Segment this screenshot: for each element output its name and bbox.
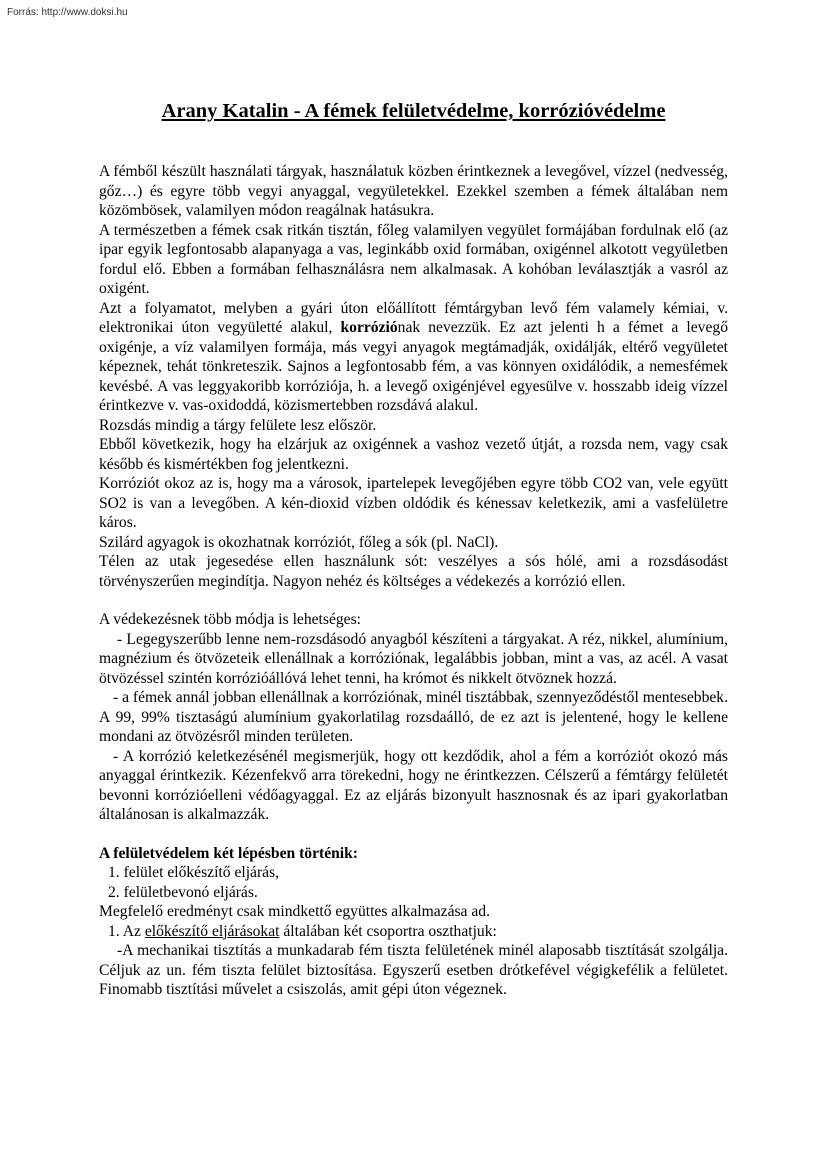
paragraph-corrosion-definition — [99, 299, 728, 416]
paragraph-protection-purity: - a fémek annál jobban ellenállnak a korróziónak, minél tisztábbak, szennyeződéstől mentesebbek. A 99, 99% tisztaságú alumínium gyakorlatilag rozsdaálló, de ez azt is jelentené, hogy le kellene mondani az ötvözésről minden területen. — [99, 689, 728, 745]
document-body — [99, 162, 728, 1000]
document-title: Arany Katalin - A fémek felületvédelme, korrózióvédelme — [161, 100, 666, 122]
heading-text: A felületvédelem két lépésben történik: — [99, 844, 358, 862]
text-run: Azt a folyamatot, melyben a gyári úton előállított fémtárgyban levő fém valamely kémiai, v. elektronikai úton vegyületté alakul, — [99, 299, 728, 336]
paragraph-rust-surface: Rozsdás mindig a tárgy felülete lesz először. — [99, 416, 377, 434]
list-item-preparation — [99, 922, 728, 942]
paragraph-protection-material: - Legegyszerűbb lenne nem-rozsdásodó anyagból készíteni a tárgyakat. A réz, nikkel, alumínium, magnézium és ötvözeteik ellenállnak a korróziónak, legalábbis jobban, mint a vas, az acél. A vasat ötvözéssel szintén korrózióállóvá lehet tenni, ha krómot és nikkelt ötvöznek hozzá. — [99, 630, 728, 687]
paragraph-salts: Szilárd agyagok is okozhatnak korróziót, főleg a sók (pl. NaCl). — [99, 533, 499, 551]
paragraph-nature: A természetben a fémek csak ritkán tisztán, főleg valamilyen vegyület formájában fordulnak elő (az ipar egyik legfontosabb alapanyaga a vas, leginkább oxid formában, oxigénnel alkotott vegyületben fordul elő. Ebben a formában felhasználásra nem alkalmasak. A kohóban leválasztják a vasról az oxigént. — [99, 221, 728, 297]
paragraph-intro: A fémből készült használati tárgyak, használatuk közben érintkeznek a levegővel, vízzel (nedvesség, gőz…) és egyre több vegyi anyaggal, vegyületekkel. Ezekkel szemben a fémek általában nem közömbösek, valamilyen módon reagálnak hatásukra. — [99, 163, 728, 219]
text-run: nak nevezzük. Ez azt jelenti h a fémet a levegő oxigénje, a víz valamilyen formája, más vegyi anyagok megtámadják, oxidálják, eltérő vegyületet képeznek, tehát tönkreteszik. Sajnos a legfontosabb fém, a vas könnyen oxidálódik, a nemesfémek kevésbé. A vas leggyakoribb korróziója, h. a levegő oxigénjével egyesülve v. hosszabb ideig vízzel érintkezve v. vas-oxidoddá, közismertebben rozsdává alakul. — [99, 319, 728, 414]
paragraph-co2: Korróziót okoz az is, hogy ma a városok, ipartelepek levegőjében egyre több CO2 van, vele együtt SO2 is van a levegőben. A kén-dioxid vízben oldódik és kénessav keletkezik, ami a vasfelületre káros. — [99, 475, 728, 531]
text-run: 1. Az — [108, 922, 145, 940]
source-label: Forrás: http://www.doksi.hu — [7, 7, 128, 18]
paragraph-protection-coating: - A korrózió keletkezésénél megismerjük, hogy ott kezdődik, ahol a fém a korróziót okozó más anyaggal érintkezik. Kézenfekvő arra törekedni, hogy ne érintkezzen. Célszerű a fémtárgy felületét bevonni korrózióelleni védőagyaggal. Ez az eljárás bizonyult hasznosnak és az ipari gyakorlatban általánosan is alkalmazzák. — [99, 747, 728, 823]
paragraph-mechanical-cleaning: -A mechanikai tisztítás a munkadarab fém tiszta felületének minél alaposabb tisztítását szolgálja. Céljuk az un. fém tiszta felület biztosítása. Egyszerű esetben drótkefével végigkefélik a felületet. Finomabb tisztítási művelet a csiszolás, amit gépi úton végeznek. — [99, 942, 728, 998]
list-item: 1. felület előkészítő eljárás, — [108, 864, 280, 881]
bold-term: korrózió — [340, 319, 398, 336]
paragraph-result: Megfelelő eredményt csak mindkettő együttes alkalmazása ad. — [99, 903, 490, 920]
paragraph-oxygen: Ebből következik, hogy ha elzárjuk az oxigénnek a vashoz vezető útját, a rozsda nem, vagy csak később és kismértékben fog jelentkezni. — [99, 436, 728, 473]
text-run: általában két csoportra oszthatjuk: — [279, 922, 497, 940]
underlined-term: előkészítő eljárásokat — [144, 922, 280, 940]
paragraph-protection-intro: A védekezésnek több módja is lehetséges: — [99, 611, 361, 628]
list-item: 2. felületbevonó eljárás. — [108, 883, 258, 901]
section-heading — [99, 844, 728, 864]
paragraph-winter: Télen az utak jegesedése ellen használunk sót: veszélyes a sós hólé, ami a rozsdásodást törvényszerűen megindítja. Nagyon nehéz és költséges a védekezés a korrózió ellen. — [99, 553, 728, 590]
